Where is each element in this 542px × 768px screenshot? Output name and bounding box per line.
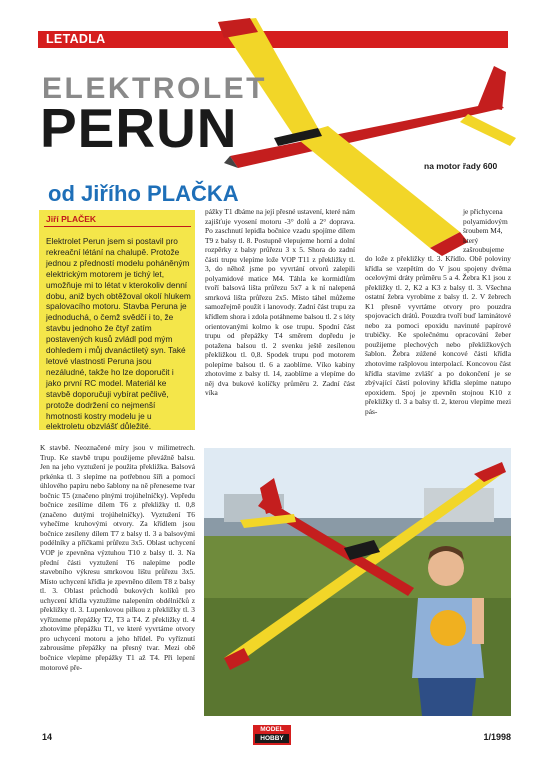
intro-divider xyxy=(44,226,191,227)
logo-line-1: MODEL xyxy=(260,726,284,733)
intro-author: Jiří PLAČEK xyxy=(46,214,97,224)
body-column-3-top: je přichycena polyamidovým šroubem M4, který zašroubujeme xyxy=(463,207,508,255)
page-number: 14 xyxy=(42,732,53,742)
plane-caption: na motor řady 600 xyxy=(424,161,498,171)
body-column-1: K stavbě. Neoznačené míry jsou v milimetrech. Trup. Ke stavbě trupu použijeme převážně balsu. Jen na jeho vyztužení je použita překližka. Balsová prkénka tl. 3 slepíme na potřebnou šíři a pomocí úhlového papíru nebo šablony na ně přeneseme tvar bočnic T5 (značeno plnými trojúhelníčky). Vepředu bočnice zesílíme dílem T6 z překližky tl. 0,8 (značeno dutými trojúhelníčky). Vyztužení T6 vyhečíme kruhovými otvory. Za křídlem jsou bočnice zesíleny dílem T7 z balsy tl. 3 a balsovými podélníky a příčkami průřezu 3x5. Oblast uchycení VOP je zpevněna výztuhou T10 z balsy tl. 3. Na přední části vyztužení T6 nalepíme podle stavebního výkresu smrkovou lištu průřezu 3x5. Místo uchycení křídla je zpevněno dílem T8 z balsy tl. 3. Oblast průchodů bukových kolíků pro uchycení křídla vyztužíme nalepením obdélníčků z překližky tl. 3. Lupenkovou pilkou z překližky tl. 3 vyřízneme přepážky T2, T3 a T4. Z překližky tl. 4 zhotovíme přepážku T1, ve které vyvrtáme otvory pro uchycení motoru a jeho hřídel. Po vyříznutí zabrousíme přepážky na přesný tvar. Mezi obě bočnice vlepíme přepážky T1 až T4. Při lepení motorové pře- xyxy=(40,443,195,672)
intro-text: Elektrolet Perun jsem si postavil pro rekreační létání na chalupě. Protože jednou z předností modelu poháněným elektrickým motorem je tichý let, umožňuje mi to létat v kterokoliv denní dobu, aniž bych obtěžoval okolí hlukem spalovacího motoru. Stavba Peruna je jednoduchá, o čemž svědčí i to, že stavbu jednoho že čtyř zatím postavených kusů zvládl pod mým dohledem i můj dvanáctiletý syn. Také letové vlastnosti Peruna jsou nezáludné, takže ho lze doporučit i jako první RC model. Materiál ke stavbě doporučuji vybírat pečlivě, protože dodržení co nejmenší hmotnosti kostry modelu je u elektroletu obzvlášť důležité. xyxy=(46,236,191,432)
body-column-2: pážky T1 dbáme na její přesné ustavení, které nám zajišťuje vyosení motoru -3° dolů a 2° doprava. Po zaschnutí lepidla bočnice vzadu spojíme dílem T9 z balsy tl. 8. Postupně vlepujeme horní a dolní rozpěrky z balsy průřezu 3 x 5. Shora do zadní části trupu vlepíme lože VOP T11 z překližky tl. 3, do něhož jsme po vyvrtání otvorů zalepili polyamidové matice M4. Táhla ke kormidlům tvoří balsová lišta průřezu 5x7 a k ní nalepená smrková lišta průřezu 2x5. Místo táhel můžeme samozřejmě použít i lanovody. Zadní část trupu za křídlem shora i zdola potáhneme balsou tl. 2 s léty orientovanými kolmo k ose trupu. Spodní část trupu od přepážky T4 směrem dopředu je potažena balsou tl. 2 svenku ještě zesílenou překližkou tl. 0,8. Spodek trupu pod motorem polepíme balsou tl. 6 a zaoblíme. Víko kabiny zhotovíme z balsy tl. 14, zaoblíme a vlepíme do něj dva bukové kolíčky průměru 2. Zadní část víka xyxy=(205,207,355,398)
body-column-3: do lože z překližky tl. 3. Křídlo. Obě poloviny křídla se vzepětím do V jsou spojeny dvěma ocelovými dráty průměru 5 a 4. Žebra K1 jsou z překližky tl. 2, K2 a K3 z balsy tl. 3. Všechna ostatní žebra vyrobíme z balsy tl. 2. V žebrech K1 přesně vyvrtáme otvory pro pouzdra spojovacích drátů. Pouzdra tvoří buď laminátové nebo za pomoci epoxidu navinuté papírové trubičky. Ke společnému opracování žeber použijeme plechových nebo překližkových šablon. Žebra zúžené koncové části křídla zhotovíme rašplovou interpolací. Koncovou část křídla stavíme zvlášť a po dokončení je se zbývající částí poloviny křídla slepíme natupo epoxidem. Spoj je zpevněn stojnou K10 z překližky tl. 3 a balsy tl. 2, kterou vlepíme mezi pás- xyxy=(365,254,511,416)
modelhobby-logo xyxy=(253,725,291,745)
photo-boy-with-model xyxy=(204,448,511,716)
logo-line-2: HOBBY xyxy=(255,734,289,743)
title-elektrolet: ELEKTROLET xyxy=(42,72,267,105)
section-label: LETADLA xyxy=(46,32,106,46)
byline: od Jiřího PLAČKA xyxy=(48,181,239,206)
title-perun: PERUN xyxy=(40,97,238,159)
issue-number: 1/1998 xyxy=(483,732,511,742)
